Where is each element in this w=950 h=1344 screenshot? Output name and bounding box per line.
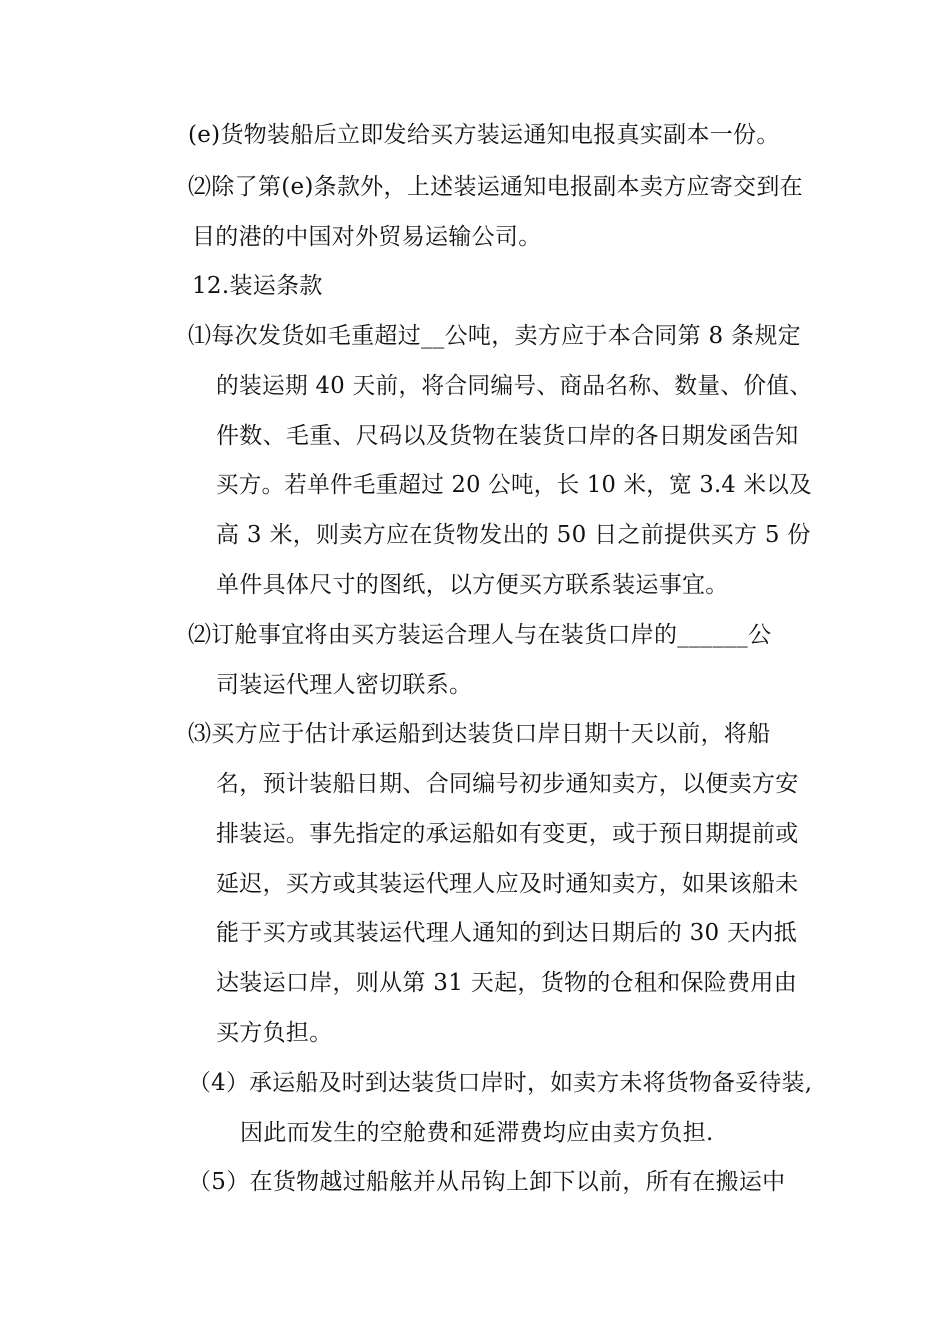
text-line: ⑵除了第(e)条款外，上述装运通知电报副本卖方应寄交到在 xyxy=(188,174,803,200)
section-heading: 12.装运条款 xyxy=(192,273,323,299)
text-line: ⑶买方应于估计承运船到达装货口岸日期十天以前，将船 xyxy=(188,721,771,747)
text-line: 目的港的中国对外贸易运输公司。 xyxy=(192,224,542,250)
text-line: (e)货物装船后立即发给买方装运通知电报真实副本一份。 xyxy=(188,122,780,148)
text-line: 司装运代理人密切联系。 xyxy=(216,672,473,698)
text-line: ⑵订舱事宜将由买方装运合理人与在装货口岸的______公 xyxy=(188,622,772,648)
text-line: 买方。若单件毛重超过 20 公吨，长 10 米，宽 3.4 米以及 xyxy=(216,472,812,498)
text-line: 达装运口岸，则从第 31 天起，货物的仓租和保险费用由 xyxy=(216,970,797,996)
text-line: 的装运期 40 天前，将合同编号、商品名称、数量、价值、 xyxy=(216,373,813,399)
text-line: 排装运。事先指定的承运船如有变更，或于预日期提前或 xyxy=(216,821,799,847)
text-line: 名，预计装船日期、合同编号初步通知卖方，以便卖方安 xyxy=(216,771,799,797)
text-line: （4）承运船及时到达装货口岸时，如卖方未将货物备妥待装, xyxy=(188,1070,813,1096)
text-line: （5）在货物越过船舷并从吊钩上卸下以前，所有在搬运中 xyxy=(188,1169,786,1195)
text-line: 件数、毛重、尺码以及货物在装货口岸的各日期发函告知 xyxy=(216,423,799,449)
text-line: 能于买方或其装运代理人通知的到达日期后的 30 天内抵 xyxy=(216,920,797,946)
text-line: 单件具体尺寸的图纸，以方便买方联系装运事宜。 xyxy=(216,572,729,598)
text-line: 买方负担。 xyxy=(216,1020,333,1046)
text-line: ⑴每次发货如毛重超过__公吨，卖方应于本合同第 8 条规定 xyxy=(188,323,801,349)
text-line: 高 3 米，则卖方应在货物发出的 50 日之前提供买方 5 份 xyxy=(216,522,811,548)
text-line: 因此而发生的空舱费和延滞费均应由卖方负担. xyxy=(240,1120,714,1146)
text-line: 延迟，买方或其装运代理人应及时通知卖方，如果该船未 xyxy=(216,871,799,897)
